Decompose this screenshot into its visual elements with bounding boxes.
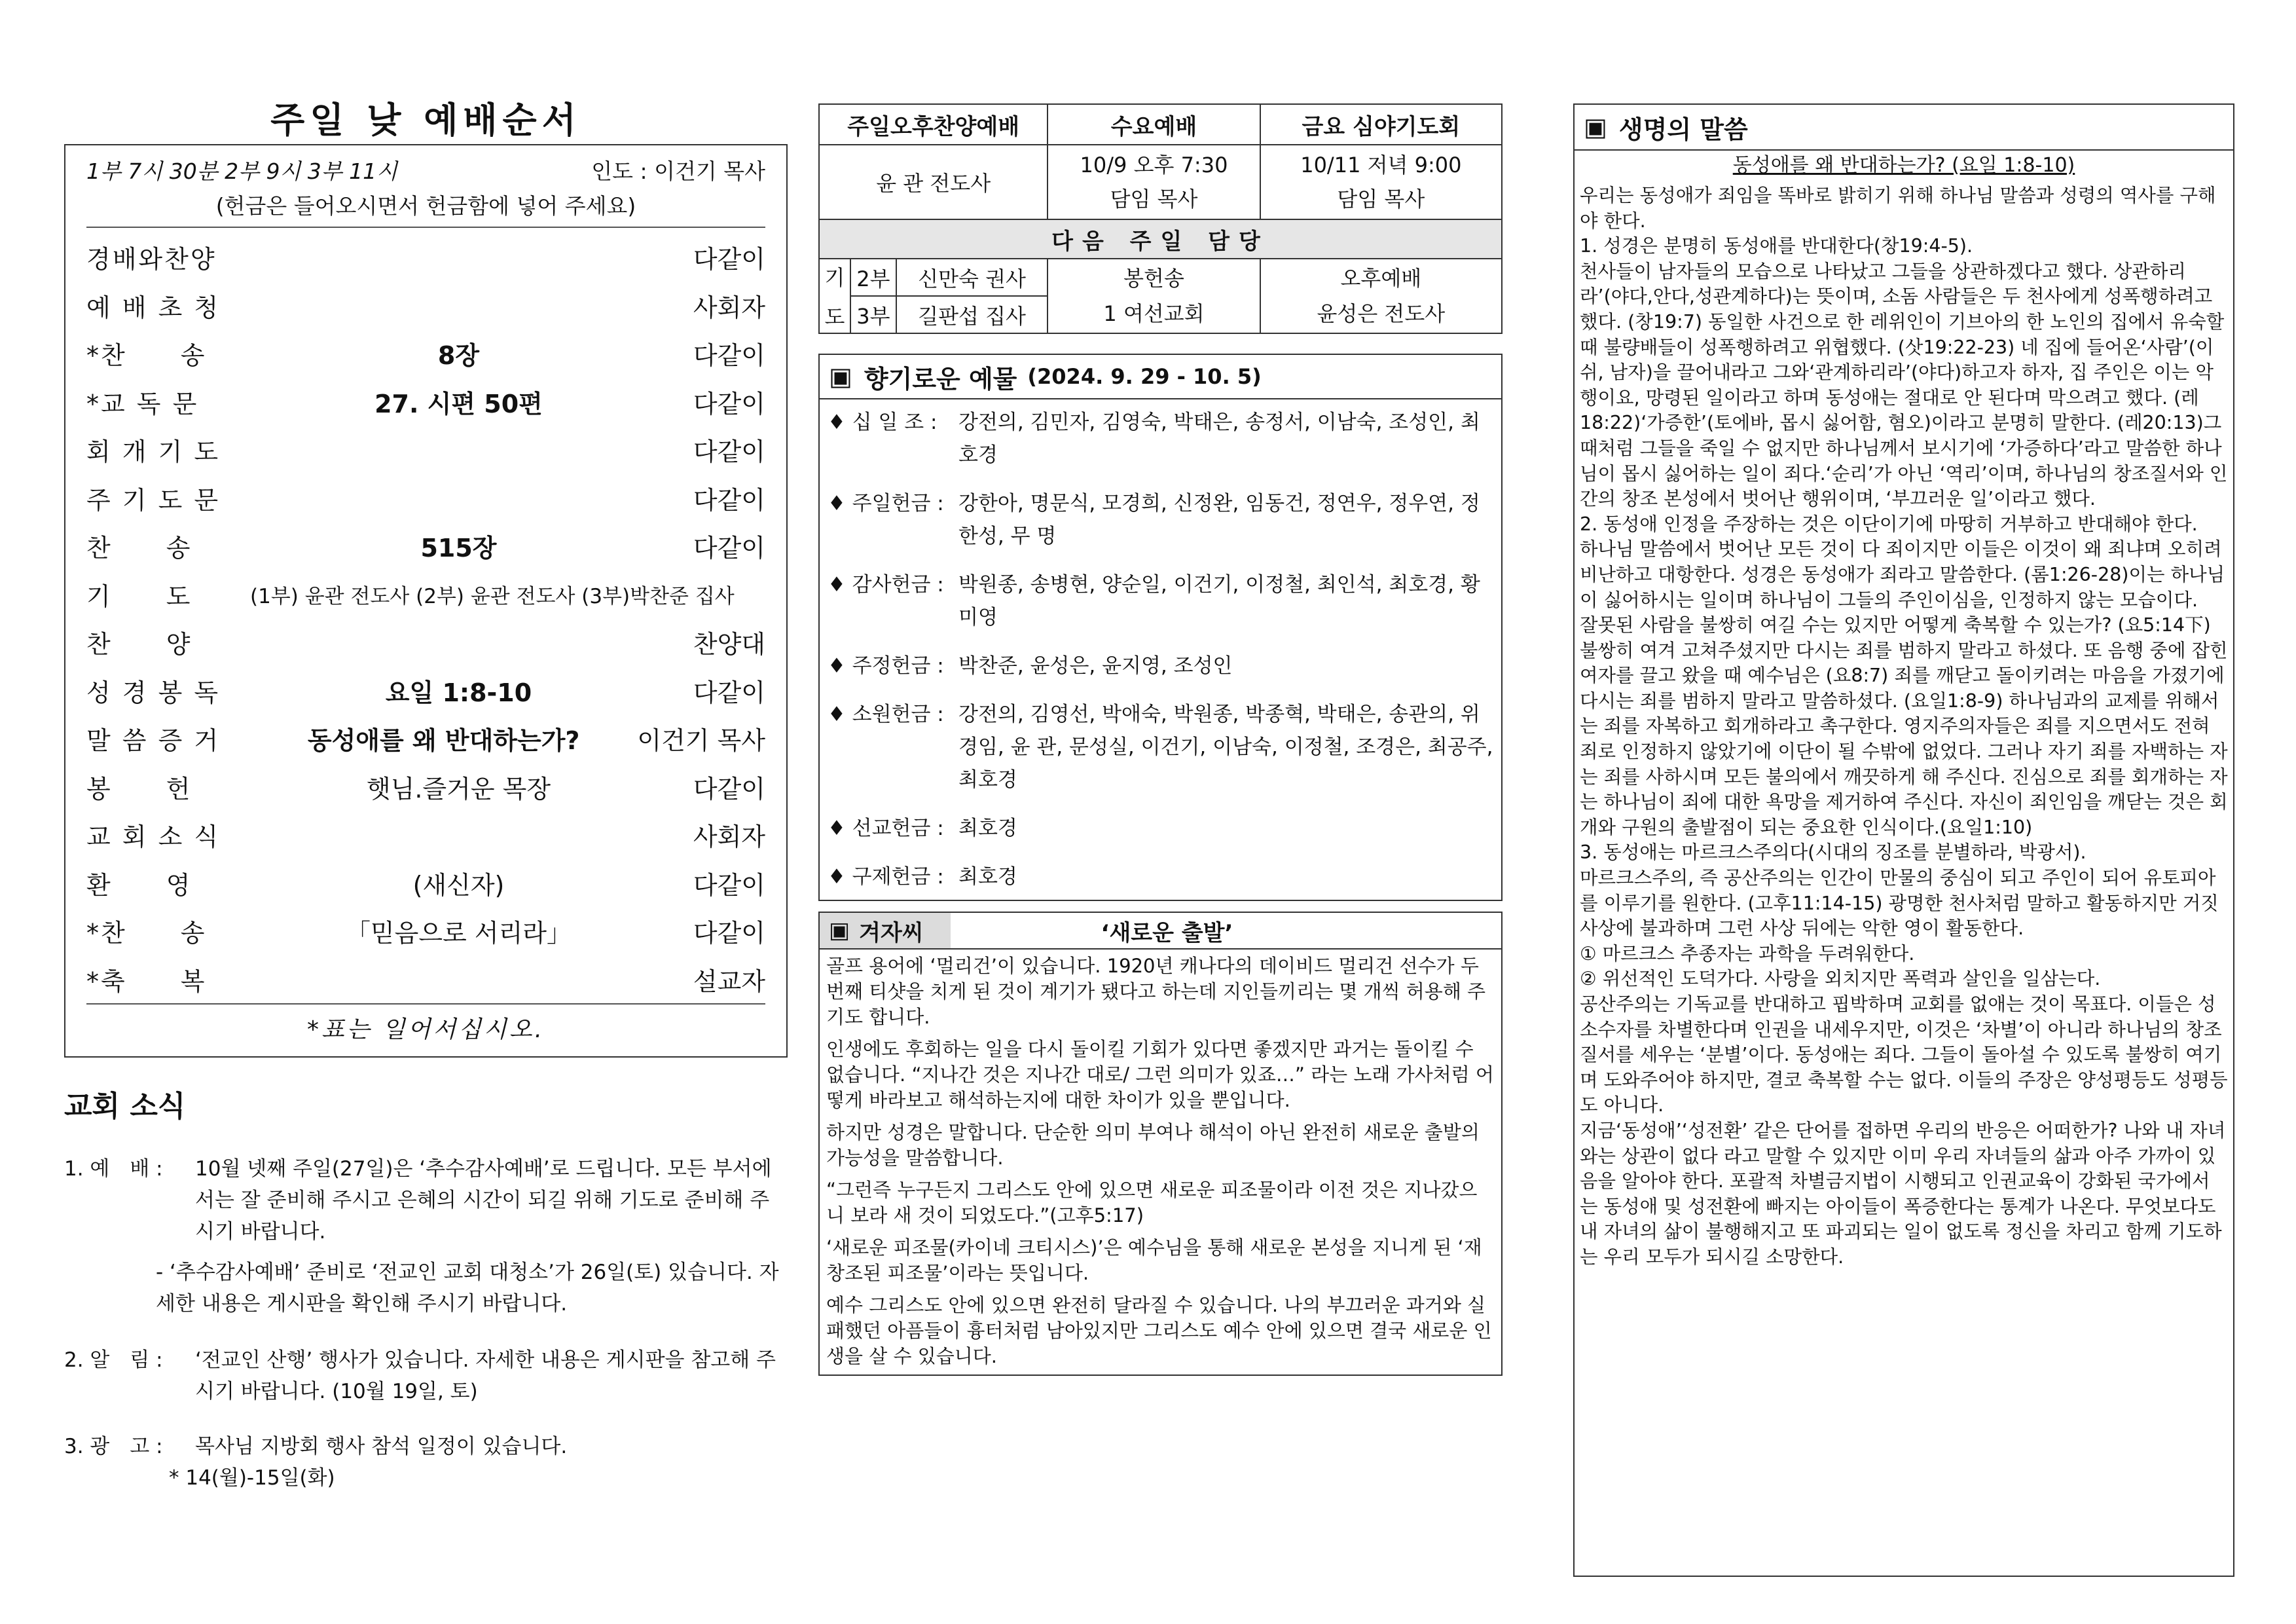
news-item <box>64 1153 788 1247</box>
offering-label: ♦ 선교헌금 : <box>828 817 944 840</box>
word-of-life-box <box>1573 103 2234 1577</box>
order-who: 다같이 <box>693 485 765 515</box>
sermon-title: 동성애를 왜 반대하는가? <box>307 726 580 756</box>
news-label: 2. 알 림 : <box>64 1348 163 1372</box>
offering-record <box>828 860 1493 893</box>
word-of-life-title: 생명의 말씀 <box>1618 115 1748 144</box>
order-who: 설교자 <box>693 967 765 996</box>
word-of-life-header <box>1575 105 2233 151</box>
order-who: 다같이 <box>693 774 765 803</box>
worship-order-header <box>86 155 765 185</box>
order-who: 이건기 목사 <box>637 726 765 756</box>
order-item: *찬 송 <box>86 919 207 948</box>
paragraph: 3. 동성애는 마르크스주의다(시대의 징조를 분별하라, 박광서). <box>1580 841 2086 864</box>
order-row <box>86 474 765 523</box>
afternoon-service-label: 오후예배 <box>1340 266 1422 291</box>
header-wednesday: 수요예배 <box>1048 104 1260 145</box>
order-item: 환 영 <box>86 870 192 900</box>
order-who: 다같이 <box>693 389 765 418</box>
offering-title: 향기로운 예물 <box>864 364 1017 394</box>
offering-song-cell <box>1048 259 1260 333</box>
order-who: 다같이 <box>693 437 765 467</box>
offering-record <box>828 812 1493 845</box>
offering-list <box>820 399 1501 900</box>
square-icon: ▣ <box>829 362 852 391</box>
order-item: 기 도 <box>86 581 192 611</box>
friday-leader: 담임 목사 <box>1337 187 1425 212</box>
order-who: 사회자 <box>693 822 765 852</box>
offering-record <box>828 487 1493 553</box>
order-item: 교 회 소 식 <box>86 822 221 852</box>
church-news <box>64 1153 788 1494</box>
paragraph: ② 위선적인 도덕가다. 사랑을 외치지만 폭력과 살인을 일삼는다. <box>1580 968 2101 990</box>
offering-record <box>828 650 1493 682</box>
order-content: 515장 <box>420 534 497 563</box>
prayer-label-1: 기 <box>824 265 845 290</box>
paragraph: 잘못된 사람을 불쌍히 여길 수는 있지만 어떻게 축복할 수 있는가? (요5:14下)불쌍히 여겨 고쳐주셨지만 다시는 죄를 범하지 말라고 하셨다. 또 음행 중에 잡힌 여자를 끌고 왔을 때 예수님은 (요8:7) 죄를 깨닫고 돌이키려는 마음을 가졌기에 다시는 죄를 범하지 말라고 말씀하셨다. (요일1:8-9) 하나님과의 교제를 위해서는 죄를 자복하고 회개하라고 촉구한다. 영지주의자들은 죄를 지으면서도 전혀 죄로 인정하지 않았기에 이단이 될 수밖에 없었다. 그러나 자기 죄를 자백하는 자는 죄를 사하시며 모든 불의에서 깨끗하게 해 주신다. 진심으로 죄를 회개하는 자는 하나님이 죄에 대한 욕망을 제거하여 주신다. 자신이 죄인임을 깨닫는 것은 회개와 구원의 출발점이 되는 중요한 인식이다.(요일1:10) <box>1580 614 2228 838</box>
offering-names: 최호경 <box>958 865 1017 889</box>
order-prayer-content: (1부) 윤관 전도사 (2부) 윤관 전도사 (3부)박찬준 집사 <box>250 584 735 608</box>
paragraph: 하지만 성경은 말합니다. 단순한 의미 부여나 해석이 아닌 완전히 새로운 출발의 가능성을 말씀합니다. <box>826 1121 1480 1169</box>
news-item <box>64 1431 788 1462</box>
service-times: 1부 7시 30분 2부 9시 3부 11시 <box>86 158 398 184</box>
paragraph: 지금‘동성애’‘성전환’ 같은 단어를 접하면 우리의 반응은 어떠한가? 나와 내 자녀와는 상관이 없다 라고 말할 수 있지만 이미 우리 자녀들의 삶과 아주 가까이 있음을 알아야 한다. 포괄적 차별금지법이 시행되고 인권교육이 강화된 국가에서는 동성애 및 성전환에 빠지는 아이들이 폭증한다는 통계가 나온다. 무엇보다도 내 자녀의 삶이 불행해지고 또 파괴되는 일이 없도록 정신을 차리고 함께 기도하는 우리 모두가 되시길 소망한다. <box>1580 1119 2226 1268</box>
sunday-afternoon-leader: 윤 관 전도사 <box>819 145 1048 219</box>
worship-order-column <box>64 98 788 1494</box>
order-who: 찬양대 <box>693 630 765 659</box>
order-content: (새신자) <box>412 870 505 900</box>
paragraph: ① 마르크스 추종자는 과학을 두려워한다. <box>1580 942 1915 965</box>
offering-record <box>828 568 1493 634</box>
offering-names: 박찬준, 윤성은, 윤지영, 조성인 <box>958 654 1233 678</box>
paragraph: 마르크스주의, 즉 공산주의는 인간이 만물의 중심이 되고 주인이 되어 유토피아를 이루기를 원한다. (고후11:14-15) 광명한 천사처럼 말하고 활동하지만 거짓 사상에 불과하며 그런 사상 뒤에는 악한 영이 활동한다. <box>1580 867 2219 940</box>
offering-label: ♦ 소원헌금 : <box>828 703 944 726</box>
order-row <box>86 233 765 282</box>
order-row <box>86 522 765 570</box>
paragraph: 하나님 말씀에서 벗어난 모든 것이 다 죄이지만 이들은 이것이 왜 죄냐며 오히려 비난하고 대항한다. 성경은 동성애가 죄라고 말씀한다. (롬1:26-28)이는 하나님이 싫어하시는 일이며 하나님이 그들의 주인이심을, 인정하지 않는 모습이다. <box>1580 538 2225 611</box>
order-row <box>86 859 765 908</box>
order-item: 찬 송 <box>86 534 192 563</box>
offering-date: (2024. 9. 29 - 10. 5) <box>1027 364 1262 389</box>
worship-order-box <box>64 144 788 1058</box>
order-item: 봉 헌 <box>86 774 192 803</box>
news-text: ‘전교인 산행’ 행사가 있습니다. 자세한 내용은 게시판을 참고해 주시기 바랍니다. (10월 19일, 토) <box>195 1348 776 1403</box>
paragraph: 골프 용어에 ‘멀리건’이 있습니다. 1920년 캐나다의 데이비드 멀리건 선수가 두 번째 티샷을 치게 된 것이 계기가 됐다고 하는데 지인들끼리는 몇 개씩 허용해 주기도 합니다. <box>826 955 1486 1028</box>
order-row <box>86 667 765 715</box>
offering-record <box>828 406 1493 471</box>
order-item: 경배와찬양 <box>86 245 217 274</box>
paragraph: “그런즉 누구든지 그리스도 안에 있으면 새로운 피조물이라 이전 것은 지나갔으니 보라 새 것이 되었도다.”(고후5:17) <box>826 1179 1478 1227</box>
mustard-seed-title: ‘새로운 출발’ <box>1101 919 1233 946</box>
offering-record <box>828 698 1493 796</box>
part2-name: 신만숙 권사 <box>896 259 1048 296</box>
header-friday: 금요 심야기도회 <box>1260 104 1502 145</box>
order-row <box>86 763 765 811</box>
word-of-life-column <box>1573 103 2234 1577</box>
order-who: 다같이 <box>693 870 765 900</box>
offering-label: ♦ 주정헌금 : <box>828 654 944 678</box>
order-who: 다같이 <box>693 341 765 371</box>
paragraph: 천사들이 남자들의 모습으로 나타났고 그들을 상관하겠다고 했다. 상관하리라’(야다,안다,성관계하다)는 뜻이며, 소돔 사람들은 두 천사에게 성폭행하려고 했다. (창19:7) 동일한 사건으로 한 레위인이 기브아의 한 노인의 집에서 유숙할 때 불량배들이 성폭행하려고 위협했다. (삿19:22-23) 네 집에 들어온‘사람’(이쉬, 남자)을 끌어내라고 그와‘관계하리라’(야다)하고자 하자, 집 주인은 이는 악행이요, 망령된 일이라고 하며 동성애는 절대로 안 된다며 막으려고 했다. (레18:22)‘가증한’(토에바, 몹시 싫어함, 혐오)이라고 분명히 말한다. (레20:13)그때처럼 그들을 죽일 수 없지만 하나님께서 보시기에 ‘가증하다’라고 말씀한 하나님이 몹시 싫어하는 일이 죄다.‘순리’가 아닌 ‘역리’이며, 하나님의 창조질서와 인간의 창조 본성에서 벗어난 행위이며, ‘부끄러운 일’이라고 했다. <box>1580 260 2228 510</box>
mustard-seed-box <box>818 912 1503 1376</box>
services-column <box>818 103 1503 1376</box>
order-row <box>86 570 765 619</box>
offering-label: ♦ 감사헌금 : <box>828 573 944 597</box>
order-row <box>86 282 765 330</box>
order-item: *찬 송 <box>86 341 207 371</box>
news-subnote: - ‘추수감사예배’ 준비로 ‘전교인 교회 대청소’가 26일(토) 있습니다. 자세한 내용은 게시판을 확인해 주시기 바랍니다. <box>156 1261 779 1316</box>
order-who: 다같이 <box>693 919 765 948</box>
friday-time: 10/11 저녁 9:00 <box>1300 153 1462 177</box>
header-sunday-afternoon: 주일오후찬양예배 <box>819 104 1048 145</box>
order-item: 주 기 도 문 <box>86 485 221 515</box>
offering-label: ♦ 십 일 조 : <box>828 411 938 434</box>
order-item: 성 경 봉 독 <box>86 678 221 707</box>
square-icon: ▣ <box>1584 113 1607 141</box>
paragraph: 공산주의는 기독교를 반대하고 핍박하며 교회를 없애는 것이 목표다. 이들은 성소수자를 차별한다며 인권을 내세우지만, 이것은 ‘차별’이 아니라 하나님의 창조 질서를 세우는 ‘분별’이다. 동성애는 죄다. 그들이 돌아설 수 있도록 불쌍히 여기며 도와주어야 하지만, 결코 축복할 수는 없다. 이들의 주장은 양성평등도 성평등도 아니다. <box>1580 993 2228 1116</box>
afternoon-service-value: 윤성은 전도사 <box>1317 301 1446 326</box>
mustard-seed-label: 겨자씨 <box>859 919 924 946</box>
next-week-header: 다음 주일 담당 <box>819 219 1502 259</box>
wednesday-leader: 담임 목사 <box>1110 187 1198 212</box>
mustard-seed-tag <box>820 913 951 948</box>
paragraph: 우리는 동성애가 죄임을 똑바로 밝히기 위해 하나님 말씀과 성령의 역사를 구해야 한다. <box>1580 185 2216 232</box>
paragraph: ‘새로운 피조물(카이네 크티시스)’은 예수님을 통해 새로운 본성을 지니게 된 ‘재창조된 피조물’이라는 뜻입니다. <box>826 1236 1482 1284</box>
offering-names: 최호경 <box>958 817 1017 840</box>
offering-note: (헌금은 들어오시면서 헌금함에 넣어 주세요) <box>215 193 636 219</box>
order-item: 회 개 기 도 <box>86 437 221 467</box>
order-item: *교 독 문 <box>86 389 199 418</box>
news-label: 1. 예 배 : <box>64 1157 163 1181</box>
paragraph: 2. 동성애 인정을 주장하는 것은 이단이기에 마땅히 거부하고 반대해야 한다. <box>1580 513 2198 535</box>
offering-label: ♦ 주일헌금 : <box>828 492 944 515</box>
part3-name: 길판섭 집사 <box>896 296 1048 333</box>
offering-box <box>818 354 1503 901</box>
order-item: 찬 양 <box>86 630 192 659</box>
order-row <box>86 618 765 667</box>
offering-names: 강전의, 김영선, 박애숙, 박원종, 박종혁, 박태은, 송관의, 위경임, 윤 관, 문성실, 이건기, 이남숙, 이정철, 조경은, 최공주, 최호경 <box>958 703 1493 792</box>
offering-names: 강한아, 명문식, 모경희, 신정완, 임동건, 정연우, 정우연, 정한성, 무 명 <box>958 492 1480 548</box>
prayer-label <box>819 259 850 333</box>
order-row <box>86 426 765 474</box>
wednesday-time: 10/9 오후 7:30 <box>1080 153 1228 177</box>
offering-names: 박원종, 송병현, 양순일, 이건기, 이정철, 최인석, 최호경, 황미영 <box>958 573 1480 629</box>
part3-label: 3부 <box>850 296 896 333</box>
order-row <box>86 329 765 378</box>
worship-order-rows <box>86 227 765 1003</box>
paragraph: 1. 성경은 분명히 동성애를 반대한다(창19:4-5). <box>1580 235 1973 257</box>
news-label: 3. 광 고 : <box>64 1435 163 1458</box>
stand-note: *표는 일어서십시오. <box>86 1003 765 1044</box>
news-text: 10월 넷째 주일(27일)은 ‘추수감사예배’로 드립니다. 모든 부서에서는 잘 준비해 주시고 은혜의 시간이 되길 위해 기도로 준비해 주시기 바랍니다. <box>195 1157 772 1244</box>
offering-song-label: 봉헌송 <box>1123 266 1184 291</box>
wednesday-cell <box>1048 145 1260 219</box>
square-icon: ▣ <box>829 917 850 944</box>
offering-song-value: 1 여선교회 <box>1103 301 1205 326</box>
paragraph: 인생에도 후회하는 일을 다시 돌이킬 기회가 있다면 좋겠지만 과거는 돌이킬 수 없습니다. “지나간 것은 지나간 대로/ 그런 의미가 있죠…” 라는 노래 가사처럼 어떻게 바라보고 해석하는지에 대한 차이가 있을 뿐입니다. <box>826 1038 1494 1111</box>
news-date-note: * 14(월)-15일(화) <box>169 1466 335 1490</box>
order-who: 다같이 <box>693 534 765 563</box>
worship-order-title: 주일 낮 예배순서 <box>270 100 581 141</box>
order-content: 「믿음으로 서리라」 <box>345 919 572 948</box>
order-content: 8장 <box>437 341 480 371</box>
order-content: 요일 1:8-10 <box>385 678 532 707</box>
order-row <box>86 378 765 426</box>
order-row <box>86 714 765 763</box>
word-of-life-body <box>1575 181 2233 1273</box>
service-leader: 인도 : 이건기 목사 <box>591 158 765 184</box>
church-news-title: 교회 소식 <box>64 1090 186 1123</box>
prayer-label-2: 도 <box>824 304 845 329</box>
order-row <box>86 955 765 1004</box>
order-content: 햇님.즐거운 목장 <box>366 774 551 803</box>
order-row <box>86 811 765 859</box>
service-schedule-table <box>818 103 1503 334</box>
paragraph: 예수 그리스도 안에 있으면 완전히 달라질 수 있습니다. 나의 부끄러운 과거와 실패했던 아픔들이 흉터처럼 남아있지만 그리스도 예수 안에 있으면 결국 새로운 인생을 살 수 있습니다. <box>826 1294 1492 1367</box>
order-who: 사회자 <box>693 293 765 322</box>
order-item: 말 씀 증 거 <box>86 726 221 756</box>
order-who: 다같이 <box>693 245 765 274</box>
order-who: 다같이 <box>693 678 765 707</box>
part2-label: 2부 <box>850 259 896 296</box>
order-content: 27. 시편 50편 <box>374 389 543 418</box>
offering-names: 강전의, 김민자, 김영숙, 박태은, 송정서, 이남숙, 조성인, 최호경 <box>958 411 1480 467</box>
news-text: 목사님 지방회 행사 참석 일정이 있습니다. <box>195 1435 568 1458</box>
order-row <box>86 907 765 955</box>
mustard-seed-header <box>820 913 1501 950</box>
afternoon-service-cell <box>1260 259 1502 333</box>
offering-label: ♦ 구제헌금 : <box>828 865 944 889</box>
news-item <box>64 1344 788 1407</box>
mustard-seed-body <box>820 950 1501 1375</box>
offering-header <box>820 355 1501 399</box>
order-item: *축 복 <box>86 967 207 996</box>
word-of-life-subtitle: 동성애를 왜 반대하는가? (요일 1:8-10) <box>1732 154 2075 177</box>
order-item: 예 배 초 청 <box>86 293 221 322</box>
friday-cell <box>1260 145 1502 219</box>
